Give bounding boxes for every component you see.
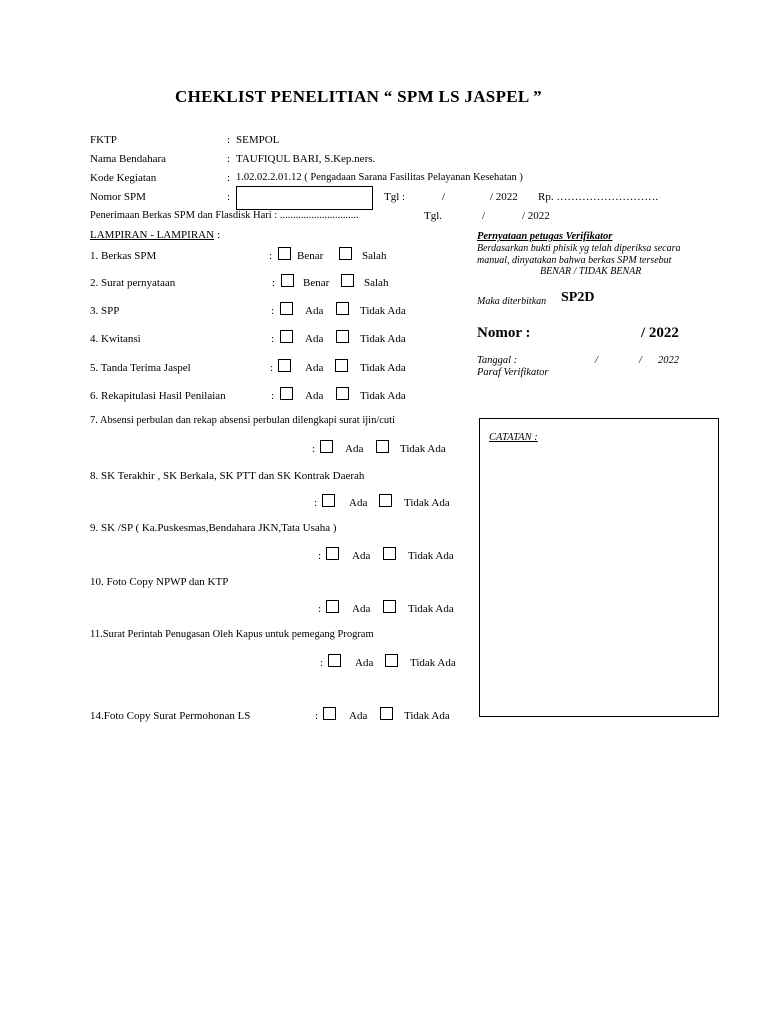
- checkbox[interactable]: [326, 600, 339, 613]
- checkbox[interactable]: [323, 707, 336, 720]
- checkbox[interactable]: [280, 302, 293, 315]
- option-label: Tidak Ada: [360, 362, 406, 374]
- page-title: CHEKLIST PENELITIAN “ SPM LS JASPEL ”: [175, 87, 542, 106]
- checkbox[interactable]: [341, 274, 354, 287]
- item-label: 7. Absensi perbulan dan rekap absensi perbulan dilengkapi surat ijin/cuti: [90, 415, 396, 426]
- option-label: Tidak Ada: [404, 497, 450, 509]
- checkbox[interactable]: [336, 330, 349, 343]
- checkbox[interactable]: [335, 359, 348, 372]
- option-label: Ada: [352, 603, 371, 615]
- penerimaan-label: Penerimaan Berkas SPM dan Flasdisk Hari : ..............................: [90, 210, 359, 221]
- nomor-spm-field[interactable]: [236, 186, 373, 210]
- catatan-box[interactable]: [479, 418, 719, 717]
- checkbox[interactable]: [380, 707, 393, 720]
- option-label: Salah: [364, 277, 389, 289]
- colon: :: [314, 497, 318, 509]
- option-label: Tidak Ada: [408, 603, 454, 615]
- tgl2-label: Tgl.: [424, 210, 443, 222]
- item-label: 5. Tanda Terima Jaspel: [90, 362, 191, 374]
- checkbox[interactable]: [280, 387, 293, 400]
- nomor-spm-label: Nomor SPM: [90, 191, 146, 203]
- checkbox[interactable]: [322, 494, 335, 507]
- checkbox[interactable]: [278, 359, 291, 372]
- checkbox[interactable]: [385, 654, 398, 667]
- option-label: Ada: [349, 497, 368, 509]
- checkbox[interactable]: [383, 600, 396, 613]
- verifikator-line1: Berdasarkan bukti phisik yg telah diperiksa secara: [477, 243, 681, 254]
- colon: :: [227, 191, 231, 203]
- option-label: Tidak Ada: [360, 390, 406, 402]
- slash: /: [442, 191, 446, 203]
- option-label: Ada: [349, 710, 368, 722]
- lampiran-title: LAMPIRAN - LAMPIRAN: [90, 229, 215, 241]
- rp-label: Rp. ……………………….: [538, 191, 659, 203]
- colon: :: [320, 657, 324, 669]
- slash: /: [482, 210, 486, 222]
- item-label: 10. Foto Copy NPWP dan KTP: [90, 576, 229, 588]
- checkbox[interactable]: [336, 387, 349, 400]
- slash: /: [639, 355, 642, 366]
- colon: :: [227, 153, 231, 165]
- colon: :: [318, 550, 322, 562]
- fktp-value: SEMPOL: [236, 134, 280, 146]
- kode-label: Kode Kegiatan: [90, 172, 157, 184]
- checkbox[interactable]: [339, 247, 352, 260]
- bendahara-value: TAUFIQUL BARI, S.Kep.ners.: [236, 153, 376, 165]
- catatan-label: CATATAN :: [489, 432, 538, 443]
- nomor-year: / 2022: [641, 325, 679, 341]
- checkbox[interactable]: [278, 247, 291, 260]
- fktp-label: FKTP: [90, 134, 117, 146]
- sp2d-label: SP2D: [561, 290, 595, 305]
- verifikator-line3: BENAR / TIDAK BENAR: [540, 266, 642, 277]
- colon: :: [315, 710, 319, 722]
- item-label: 9. SK /SP ( Ka.Puskesmas,Bendahara JKN,Tata Usaha ): [90, 522, 337, 534]
- option-label: Ada: [345, 443, 364, 455]
- item-label: 6. Rekapitulasi Hasil Penilaian: [90, 390, 226, 402]
- year-2022: / 2022: [490, 191, 518, 203]
- item-label: 1. Berkas SPM: [90, 250, 157, 262]
- verifikator-heading: Pernyataan petugas Verifikator: [477, 231, 613, 242]
- option-label: Salah: [362, 250, 387, 262]
- option-label: Ada: [305, 333, 324, 345]
- item-label: 4. Kwitansi: [90, 333, 141, 345]
- colon: :: [312, 443, 316, 455]
- kode-value: 1.02.02.2.01.12 ( Pengadaan Sarana Fasilitas Pelayanan Kesehatan ): [236, 172, 523, 183]
- item-label: 11.Surat Perintah Penugasan Oleh Kapus untuk pemegang Program: [90, 629, 374, 640]
- option-label: Tidak Ada: [360, 305, 406, 317]
- option-label: Ada: [355, 657, 374, 669]
- item-label: 14.Foto Copy Surat Permohonan LS: [90, 710, 251, 722]
- nomor-label: Nomor :: [477, 325, 531, 341]
- checkbox[interactable]: [320, 440, 333, 453]
- colon: :: [271, 390, 275, 402]
- tanggal-year: 2022: [658, 355, 679, 366]
- option-label: Benar: [303, 277, 330, 289]
- colon: :: [227, 172, 231, 184]
- checkbox[interactable]: [336, 302, 349, 315]
- colon: :: [271, 305, 275, 317]
- checkbox[interactable]: [376, 440, 389, 453]
- colon: :: [217, 229, 221, 241]
- tanggal-label: Tanggal :: [477, 355, 518, 366]
- colon: :: [269, 250, 273, 262]
- checkbox[interactable]: [280, 330, 293, 343]
- checkbox[interactable]: [379, 494, 392, 507]
- checkbox[interactable]: [281, 274, 294, 287]
- option-label: Tidak Ada: [408, 550, 454, 562]
- item-label: 8. SK Terakhir , SK Berkala, SK PTT dan SK Kontrak Daerah: [90, 470, 365, 482]
- colon: :: [271, 333, 275, 345]
- verifikator-line2: manual, dinyatakan bahwa berkas SPM tersebut: [477, 255, 672, 266]
- option-label: Tidak Ada: [410, 657, 456, 669]
- option-label: Tidak Ada: [400, 443, 446, 455]
- option-label: Benar: [297, 250, 324, 262]
- tgl-label: Tgl :: [384, 191, 406, 203]
- checkbox[interactable]: [328, 654, 341, 667]
- colon: :: [318, 603, 322, 615]
- item-label: 3. SPP: [90, 305, 120, 317]
- option-label: Tidak Ada: [360, 333, 406, 345]
- option-label: Ada: [305, 305, 324, 317]
- colon: :: [272, 277, 276, 289]
- colon: :: [270, 362, 274, 374]
- checkbox[interactable]: [326, 547, 339, 560]
- option-label: Ada: [305, 390, 324, 402]
- colon: :: [227, 134, 231, 146]
- paraf-label: Paraf Verifikator: [477, 367, 549, 378]
- item-label: 2. Surat pernyataan: [90, 277, 176, 289]
- maka-label: Maka diterbitkan: [477, 296, 547, 307]
- year-2022: / 2022: [522, 210, 550, 222]
- option-label: Tidak Ada: [404, 710, 450, 722]
- checkbox[interactable]: [383, 547, 396, 560]
- slash: /: [595, 355, 598, 366]
- option-label: Ada: [305, 362, 324, 374]
- bendahara-label: Nama Bendahara: [90, 153, 167, 165]
- option-label: Ada: [352, 550, 371, 562]
